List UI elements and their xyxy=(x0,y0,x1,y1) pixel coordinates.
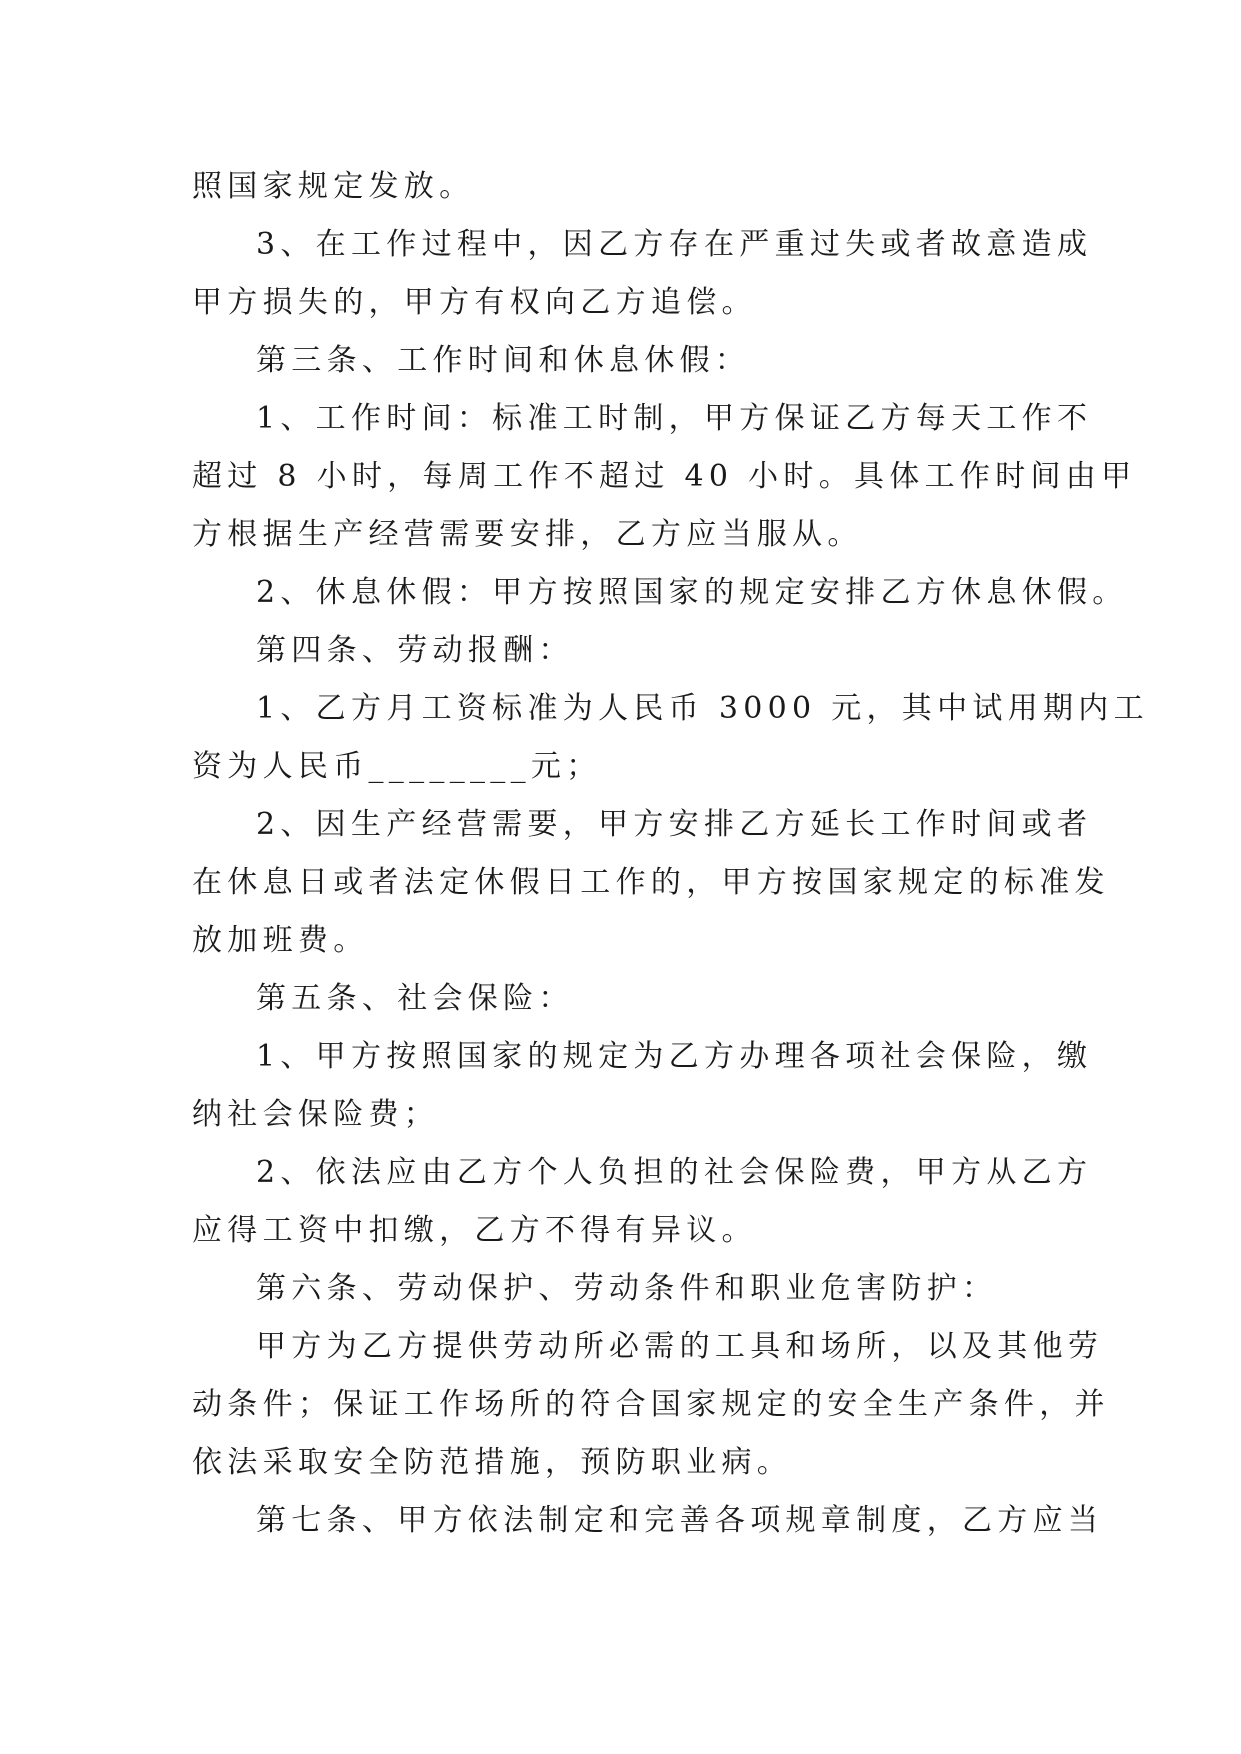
section-heading: 第四条、劳动报酬： xyxy=(256,633,574,668)
text-line: 甲方为乙方提供劳动所必需的工具和场所，以及其他劳 xyxy=(256,1329,1104,1364)
text-line: 放加班费。 xyxy=(192,923,369,958)
text-line: 2、依法应由乙方个人负担的社会保险费，甲方从乙方 xyxy=(256,1155,1093,1190)
text-line: 依法采取安全防范措施，预防职业病。 xyxy=(192,1445,793,1480)
section-heading: 第七条、甲方依法制定和完善各项规章制度，乙方应当 xyxy=(256,1503,1104,1538)
text-line: 2、因生产经营需要，甲方安排乙方延长工作时间或者 xyxy=(256,807,1093,842)
text-line: 照国家规定发放。 xyxy=(192,169,475,204)
section-heading: 第三条、工作时间和休息休假： xyxy=(256,343,751,378)
text-line: 在休息日或者法定休假日工作的，甲方按国家规定的标准发 xyxy=(192,865,1110,900)
text-line: 超过 8 小时，每周工作不超过 40 小时。具体工作时间由甲 xyxy=(192,459,1137,494)
text-line: 1、甲方按照国家的规定为乙方办理各项社会保险，缴 xyxy=(256,1039,1093,1074)
text-line: 2、休息休假：甲方按照国家的规定安排乙方休息休假。 xyxy=(256,575,1128,610)
document-body xyxy=(192,158,1149,1550)
text-line: 纳社会保险费； xyxy=(192,1097,440,1132)
text-line: 动条件；保证工作场所的符合国家规定的安全生产条件，并 xyxy=(192,1387,1110,1422)
text-line: 1、工作时间：标准工时制，甲方保证乙方每天工作不 xyxy=(256,401,1093,436)
text-line: 甲方损失的，甲方有权向乙方追偿。 xyxy=(192,285,757,320)
text-line: 1、乙方月工资标准为人民币 3000 元，其中试用期内工 xyxy=(256,691,1149,726)
text-line: 3、在工作过程中，因乙方存在严重过失或者故意造成 xyxy=(256,227,1093,262)
text-line: 方根据生产经营需要安排，乙方应当服从。 xyxy=(192,517,863,552)
text-line: 资为人民币________元； xyxy=(192,749,602,784)
section-heading: 第五条、社会保险： xyxy=(256,981,574,1016)
section-heading: 第六条、劳动保护、劳动条件和职业危害防护： xyxy=(256,1271,998,1306)
text-line: 应得工资中扣缴，乙方不得有异议。 xyxy=(192,1213,757,1248)
